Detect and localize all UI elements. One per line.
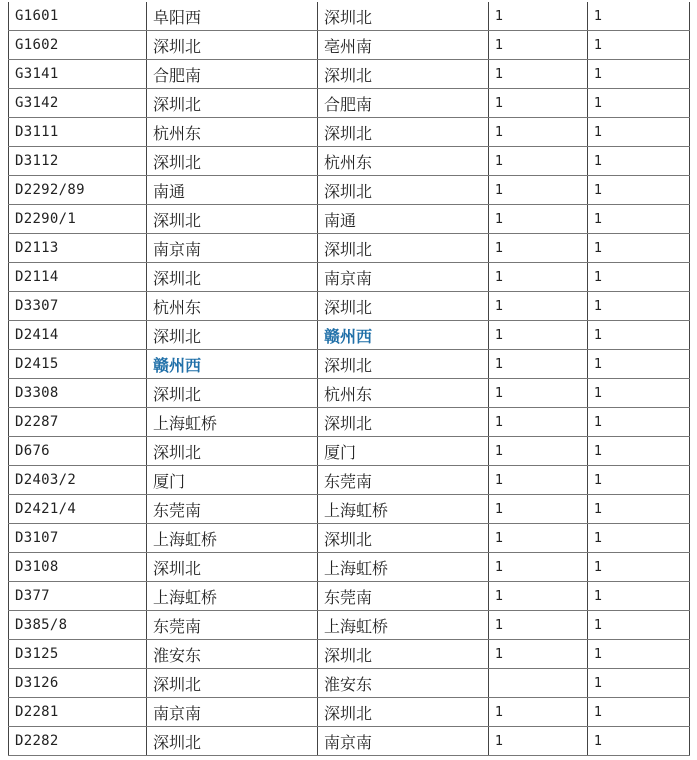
origin-station-cell: 上海虹桥 — [147, 524, 318, 553]
destination-station-cell: 深圳北 — [318, 698, 489, 727]
count-a-cell — [489, 669, 588, 698]
count-a-cell: 1 — [489, 553, 588, 582]
train-number-cell: D3126 — [9, 669, 147, 698]
count-a-cell: 1 — [489, 437, 588, 466]
origin-station-cell: 深圳北 — [147, 669, 318, 698]
origin-station-cell: 上海虹桥 — [147, 582, 318, 611]
origin-station-cell: 东莞南 — [147, 611, 318, 640]
table-row — [9, 263, 690, 292]
origin-station-cell: 东莞南 — [147, 495, 318, 524]
count-a-cell: 1 — [489, 611, 588, 640]
table-row — [9, 495, 690, 524]
origin-station-cell: 深圳北 — [147, 31, 318, 60]
table-row — [9, 611, 690, 640]
train-number-cell: D2290/1 — [9, 205, 147, 234]
destination-station-cell: 淮安东 — [318, 669, 489, 698]
count-b-cell: 1 — [588, 292, 690, 321]
count-a-cell: 1 — [489, 408, 588, 437]
destination-station-cell: 南通 — [318, 205, 489, 234]
count-a-cell: 1 — [489, 176, 588, 205]
origin-station-cell: 深圳北 — [147, 205, 318, 234]
table-row — [9, 2, 690, 31]
train-schedule-table — [8, 2, 690, 756]
train-number-cell: D2282 — [9, 727, 147, 756]
train-number-cell: G1602 — [9, 31, 147, 60]
origin-station-cell: 深圳北 — [147, 147, 318, 176]
destination-station-cell: 南京南 — [318, 727, 489, 756]
count-a-cell: 1 — [489, 466, 588, 495]
table-row — [9, 640, 690, 669]
table-row — [9, 524, 690, 553]
destination-station-cell: 亳州南 — [318, 31, 489, 60]
count-b-cell: 1 — [588, 495, 690, 524]
destination-station-cell: 深圳北 — [318, 176, 489, 205]
count-a-cell: 1 — [489, 379, 588, 408]
train-number-cell: D2421/4 — [9, 495, 147, 524]
origin-station-cell: 深圳北 — [147, 89, 318, 118]
table-row — [9, 176, 690, 205]
train-number-cell: G3142 — [9, 89, 147, 118]
origin-station-cell: 南通 — [147, 176, 318, 205]
count-a-cell: 1 — [489, 205, 588, 234]
count-b-cell: 1 — [588, 321, 690, 350]
count-b-cell: 1 — [588, 379, 690, 408]
count-a-cell: 1 — [489, 698, 588, 727]
origin-station-cell: 深圳北 — [147, 263, 318, 292]
table-row — [9, 698, 690, 727]
count-b-cell: 1 — [588, 2, 690, 31]
destination-station-cell: 深圳北 — [318, 292, 489, 321]
count-b-cell: 1 — [588, 437, 690, 466]
count-a-cell: 1 — [489, 727, 588, 756]
count-a-cell: 1 — [489, 263, 588, 292]
table-row — [9, 408, 690, 437]
origin-station-cell: 杭州东 — [147, 118, 318, 147]
origin-station-cell: 赣州西 — [147, 350, 318, 379]
origin-station-cell: 深圳北 — [147, 437, 318, 466]
table-row — [9, 727, 690, 756]
table-row — [9, 379, 690, 408]
train-number-cell: G3141 — [9, 60, 147, 89]
destination-station-cell: 东莞南 — [318, 582, 489, 611]
count-b-cell: 1 — [588, 89, 690, 118]
count-a-cell: 1 — [489, 118, 588, 147]
table-row — [9, 60, 690, 89]
destination-station-cell: 深圳北 — [318, 234, 489, 263]
destination-station-cell: 杭州东 — [318, 147, 489, 176]
destination-station-cell: 上海虹桥 — [318, 495, 489, 524]
count-a-cell: 1 — [489, 60, 588, 89]
train-schedule-body — [9, 2, 690, 756]
train-number-cell: D385/8 — [9, 611, 147, 640]
table-row — [9, 292, 690, 321]
train-number-cell: D3307 — [9, 292, 147, 321]
origin-station-cell: 阜阳西 — [147, 2, 318, 31]
table-row — [9, 205, 690, 234]
count-a-cell: 1 — [489, 2, 588, 31]
count-b-cell: 1 — [588, 669, 690, 698]
count-b-cell: 1 — [588, 118, 690, 147]
train-number-cell: D377 — [9, 582, 147, 611]
destination-station-cell: 南京南 — [318, 263, 489, 292]
count-a-cell: 1 — [489, 292, 588, 321]
destination-station-cell: 杭州东 — [318, 379, 489, 408]
table-row — [9, 234, 690, 263]
count-a-cell: 1 — [489, 495, 588, 524]
destination-station-cell: 厦门 — [318, 437, 489, 466]
count-b-cell: 1 — [588, 582, 690, 611]
count-b-cell: 1 — [588, 466, 690, 495]
destination-station-cell: 上海虹桥 — [318, 553, 489, 582]
table-row — [9, 669, 690, 698]
train-number-cell: D3112 — [9, 147, 147, 176]
destination-station-cell: 深圳北 — [318, 60, 489, 89]
destination-station-cell: 上海虹桥 — [318, 611, 489, 640]
destination-station-cell: 深圳北 — [318, 2, 489, 31]
count-b-cell: 1 — [588, 147, 690, 176]
origin-station-cell: 南京南 — [147, 698, 318, 727]
origin-station-cell: 杭州东 — [147, 292, 318, 321]
origin-station-cell: 上海虹桥 — [147, 408, 318, 437]
origin-station-cell: 合肥南 — [147, 60, 318, 89]
table-row — [9, 350, 690, 379]
count-b-cell: 1 — [588, 611, 690, 640]
train-number-cell: D2113 — [9, 234, 147, 263]
count-a-cell: 1 — [489, 147, 588, 176]
train-number-cell: D3108 — [9, 553, 147, 582]
count-a-cell: 1 — [489, 582, 588, 611]
table-row — [9, 118, 690, 147]
table-row — [9, 147, 690, 176]
count-a-cell: 1 — [489, 234, 588, 263]
origin-station-cell: 厦门 — [147, 466, 318, 495]
count-b-cell: 1 — [588, 408, 690, 437]
destination-station-cell: 东莞南 — [318, 466, 489, 495]
train-number-cell: D3125 — [9, 640, 147, 669]
table-row — [9, 466, 690, 495]
count-b-cell: 1 — [588, 524, 690, 553]
count-a-cell: 1 — [489, 640, 588, 669]
count-a-cell: 1 — [489, 524, 588, 553]
train-number-cell: D2415 — [9, 350, 147, 379]
count-b-cell: 1 — [588, 60, 690, 89]
destination-station-cell: 合肥南 — [318, 89, 489, 118]
count-b-cell: 1 — [588, 176, 690, 205]
count-b-cell: 1 — [588, 234, 690, 263]
origin-station-cell: 淮安东 — [147, 640, 318, 669]
train-number-cell: D2292/89 — [9, 176, 147, 205]
count-a-cell: 1 — [489, 31, 588, 60]
train-number-cell: D3107 — [9, 524, 147, 553]
train-number-cell: D2287 — [9, 408, 147, 437]
count-b-cell: 1 — [588, 727, 690, 756]
table-row — [9, 437, 690, 466]
destination-station-cell: 赣州西 — [318, 321, 489, 350]
count-a-cell: 1 — [489, 350, 588, 379]
count-b-cell: 1 — [588, 205, 690, 234]
count-b-cell: 1 — [588, 553, 690, 582]
table-row — [9, 553, 690, 582]
train-number-cell: D3308 — [9, 379, 147, 408]
train-number-cell: D3111 — [9, 118, 147, 147]
destination-station-cell: 深圳北 — [318, 350, 489, 379]
origin-station-cell: 深圳北 — [147, 553, 318, 582]
table-row — [9, 582, 690, 611]
count-b-cell: 1 — [588, 698, 690, 727]
train-number-cell: D2114 — [9, 263, 147, 292]
table-row — [9, 321, 690, 350]
origin-station-cell: 深圳北 — [147, 727, 318, 756]
table-row — [9, 89, 690, 118]
destination-station-cell: 深圳北 — [318, 118, 489, 147]
destination-station-cell: 深圳北 — [318, 408, 489, 437]
count-a-cell: 1 — [489, 321, 588, 350]
train-number-cell: D2281 — [9, 698, 147, 727]
train-number-cell: D2414 — [9, 321, 147, 350]
origin-station-cell: 深圳北 — [147, 321, 318, 350]
train-number-cell: D676 — [9, 437, 147, 466]
train-number-cell: G1601 — [9, 2, 147, 31]
table-row — [9, 31, 690, 60]
origin-station-cell: 南京南 — [147, 234, 318, 263]
train-number-cell: D2403/2 — [9, 466, 147, 495]
count-b-cell: 1 — [588, 640, 690, 669]
count-a-cell: 1 — [489, 89, 588, 118]
destination-station-cell: 深圳北 — [318, 640, 489, 669]
count-b-cell: 1 — [588, 31, 690, 60]
origin-station-cell: 深圳北 — [147, 379, 318, 408]
count-b-cell: 1 — [588, 350, 690, 379]
destination-station-cell: 深圳北 — [318, 524, 489, 553]
count-b-cell: 1 — [588, 263, 690, 292]
